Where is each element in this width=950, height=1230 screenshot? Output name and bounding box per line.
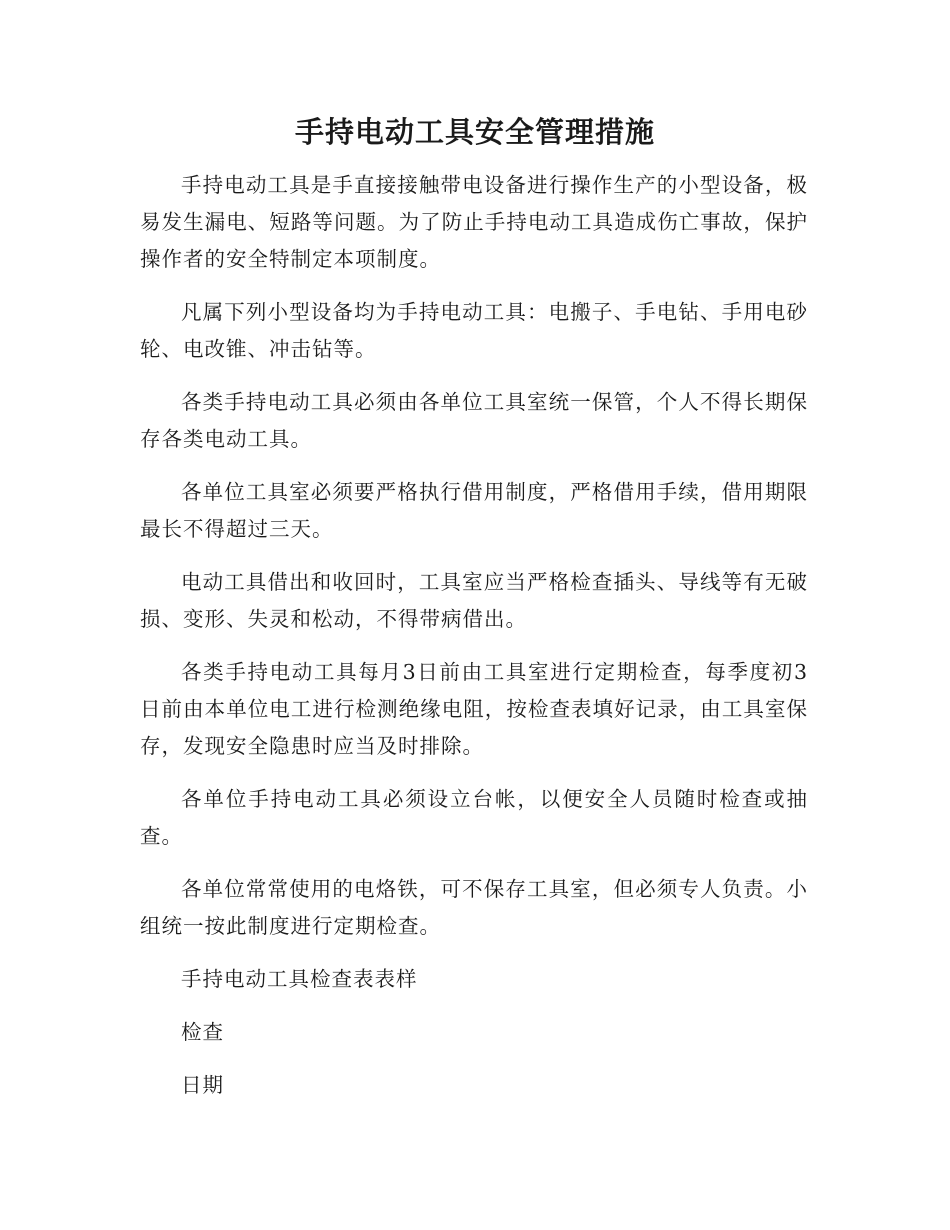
paragraph-tool-scope: 凡属下列小型设备均为手持电动工具：电搬子、手电钻、手用电砂轮、电改锥、冲击钻等。 <box>140 300 808 361</box>
paragraph-periodic-inspection: 各类手持电动工具每月3日前由工具室进行定期检查，每季度初3日前由本单位电工进行检测绝缘电阻，按检查表填好记录，由工具室保存，发现安全隐患时应当及时排除。 <box>140 660 808 758</box>
paragraph-form-title: 手持电动工具检查表表样 <box>181 967 418 991</box>
paragraph-ledger-rule: 各单位手持电动工具必须设立台帐，以便安全人员随时检查或抽查。 <box>140 787 808 848</box>
paragraph-inspection-on-lend: 电动工具借出和收回时，工具室应当严格检查插头、导线等有无破损、变形、失灵和松动，不得带病借出。 <box>140 570 808 631</box>
paragraph-intro: 手持电动工具是手直接接触带电设备进行操作生产的小型设备，极易发生漏电、短路等问题。为了防止手持电动工具造成伤亡事故，保护操作者的安全特制定本项制度。 <box>140 173 808 271</box>
paragraph-storage-rule: 各类手持电动工具必须由各单位工具室统一保管，个人不得长期保存各类电动工具。 <box>140 390 808 451</box>
paragraph-soldering-iron-rule: 各单位常常使用的电烙铁，可不保存工具室，但必须专人负责。小组统一按此制度进行定期检查。 <box>140 877 808 938</box>
document-body <box>140 167 808 1120</box>
document-title: 手持电动工具安全管理措施 <box>294 115 655 149</box>
paragraph-form-field-inspect: 检查 <box>181 1020 224 1044</box>
paragraph-form-field-date: 日期 <box>181 1073 224 1097</box>
paragraph-borrow-rule: 各单位工具室必须要严格执行借用制度，严格借用手续，借用期限最长不得超过三天。 <box>140 480 808 541</box>
